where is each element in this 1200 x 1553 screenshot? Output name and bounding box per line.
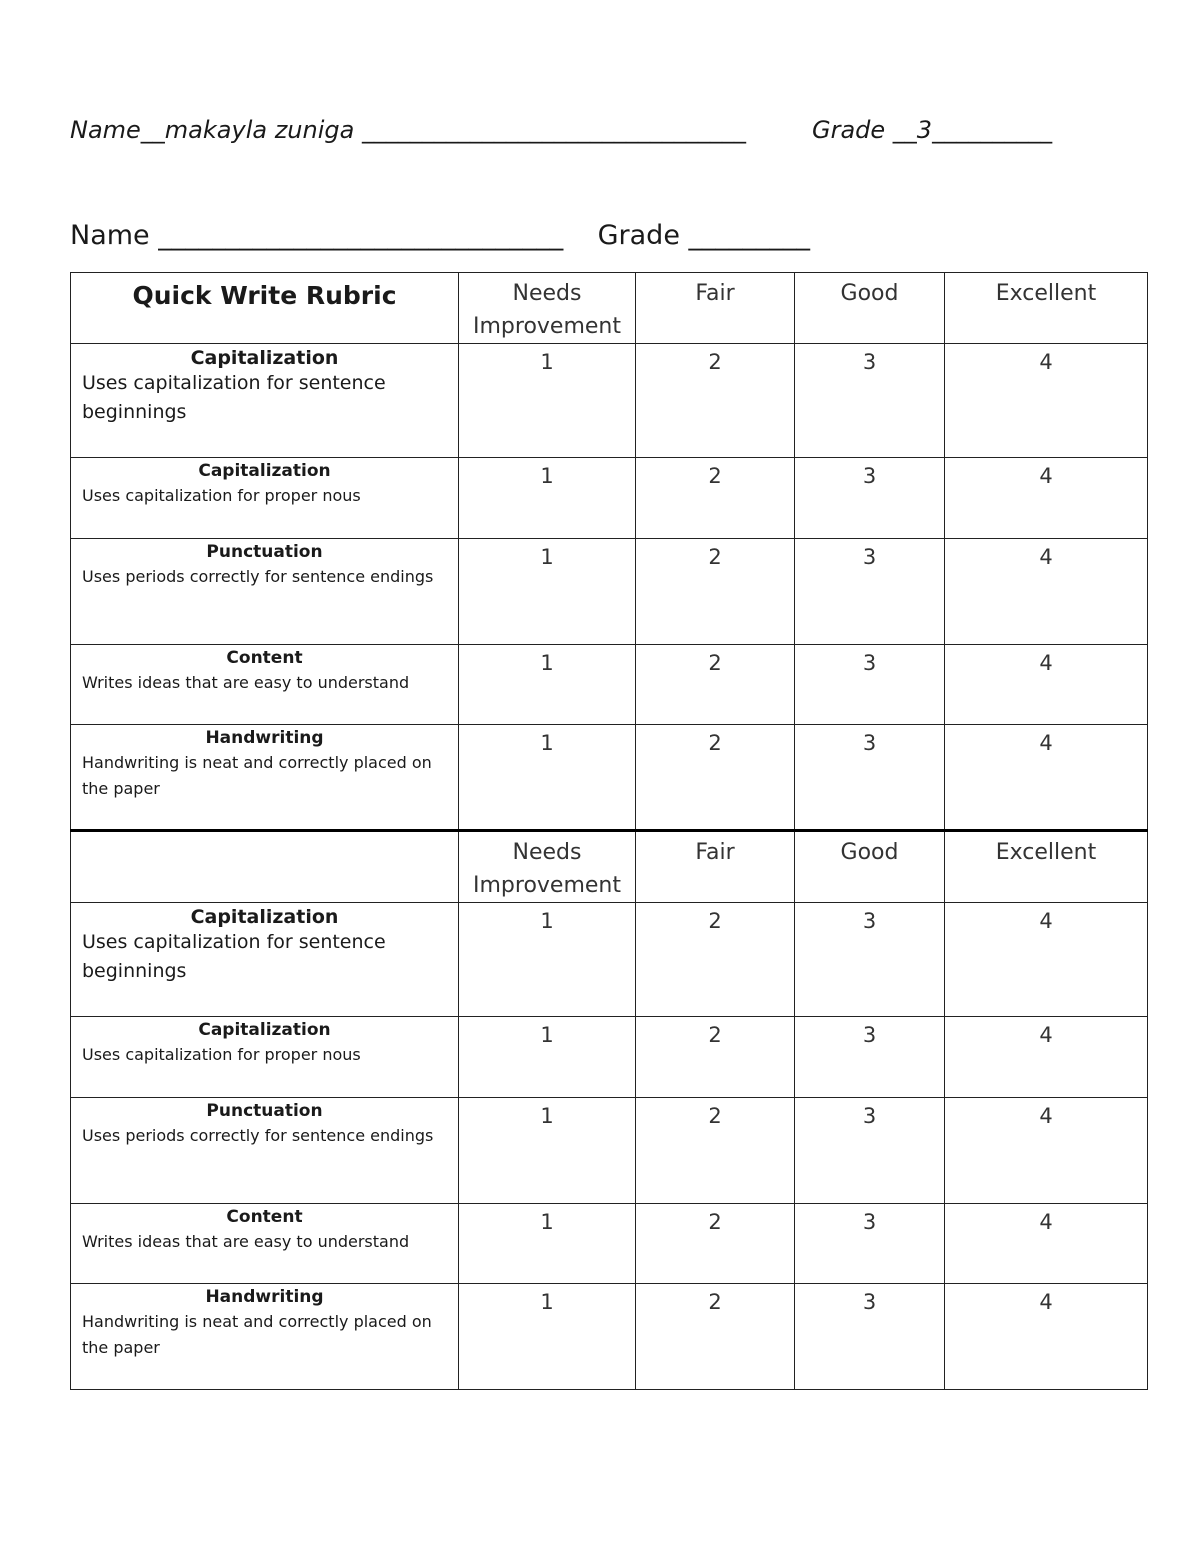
student-name-line — [70, 116, 1053, 144]
score-4[interactable]: 4 — [1039, 731, 1053, 755]
table-row — [71, 539, 1148, 645]
score-3[interactable]: 3 — [862, 464, 877, 488]
score-1[interactable]: 1 — [540, 1104, 554, 1128]
score-2[interactable]: 2 — [708, 731, 722, 755]
criterion-title: Capitalization — [198, 461, 331, 481]
col-needs-improvement: Needs Improvement — [473, 840, 621, 898]
criterion-title: Content — [226, 648, 303, 668]
score-2[interactable]: 2 — [708, 909, 722, 933]
table-row — [71, 1204, 1148, 1284]
score-3[interactable]: 3 — [862, 909, 877, 933]
rubric-table — [70, 272, 1148, 1390]
score-2[interactable]: 2 — [708, 350, 722, 374]
score-4[interactable]: 4 — [1039, 1104, 1053, 1128]
table-row — [71, 458, 1148, 539]
score-3[interactable]: 3 — [862, 1210, 877, 1234]
name-field-blank[interactable]: Name ______________________________ — [70, 220, 564, 251]
student-name-line-blank — [70, 220, 810, 251]
score-2[interactable]: 2 — [708, 1023, 722, 1047]
score-3[interactable]: 3 — [862, 1104, 877, 1128]
score-4[interactable]: 4 — [1039, 1023, 1053, 1047]
criterion-title: Handwriting — [205, 1287, 324, 1307]
score-1[interactable]: 1 — [540, 464, 554, 488]
score-4[interactable]: 4 — [1039, 651, 1053, 675]
score-2[interactable]: 2 — [708, 464, 722, 488]
table-row — [71, 903, 1148, 1017]
criterion-desc: Writes ideas that are easy to understand — [82, 1232, 410, 1251]
score-3[interactable]: 3 — [862, 350, 877, 374]
name-field-filled[interactable]: Name__makayla zuniga ________________________________ — [70, 116, 746, 144]
grade-field-filled[interactable]: Grade __3__________ — [812, 116, 1053, 144]
score-1[interactable]: 1 — [540, 1023, 554, 1047]
criterion-title: Capitalization — [190, 347, 339, 369]
score-3[interactable]: 3 — [862, 1290, 877, 1314]
score-1[interactable]: 1 — [540, 909, 554, 933]
score-2[interactable]: 2 — [708, 1104, 722, 1128]
score-2[interactable]: 2 — [708, 1210, 722, 1234]
score-4[interactable]: 4 — [1039, 909, 1053, 933]
criterion-desc: Uses periods correctly for sentence endings — [82, 567, 434, 586]
criterion-title: Content — [226, 1207, 303, 1227]
score-3[interactable]: 3 — [862, 545, 877, 569]
score-4[interactable]: 4 — [1039, 464, 1053, 488]
score-4[interactable]: 4 — [1039, 1290, 1053, 1314]
score-4[interactable]: 4 — [1039, 1210, 1053, 1234]
rubric-header-row-2 — [71, 831, 1148, 903]
col-excellent: Excellent — [995, 840, 1097, 865]
score-1[interactable]: 1 — [540, 731, 554, 755]
criterion-title: Punctuation — [206, 1101, 323, 1121]
criterion-title: Capitalization — [190, 906, 339, 928]
col-excellent: Excellent — [995, 281, 1097, 306]
criterion-desc: Uses capitalization for sentence beginnings — [82, 931, 386, 982]
score-3[interactable]: 3 — [862, 731, 877, 755]
score-2[interactable]: 2 — [708, 545, 722, 569]
criterion-desc: Uses capitalization for proper nous — [82, 486, 361, 505]
score-2[interactable]: 2 — [708, 1290, 722, 1314]
table-row — [71, 1284, 1148, 1390]
rubric-header-row — [71, 273, 1148, 344]
rubric-title-empty — [71, 832, 458, 840]
criterion-desc: Uses capitalization for sentence beginnings — [82, 372, 386, 423]
rubric-title: Quick Write Rubric — [132, 281, 397, 310]
criterion-title: Handwriting — [205, 728, 324, 748]
table-row — [71, 1017, 1148, 1098]
score-4[interactable]: 4 — [1039, 545, 1053, 569]
table-row — [71, 1098, 1148, 1204]
criterion-title: Punctuation — [206, 542, 323, 562]
grade-field-blank[interactable]: Grade _________ — [597, 220, 811, 251]
score-1[interactable]: 1 — [540, 651, 554, 675]
score-4[interactable]: 4 — [1039, 350, 1053, 374]
score-3[interactable]: 3 — [862, 651, 877, 675]
score-3[interactable]: 3 — [862, 1023, 877, 1047]
score-1[interactable]: 1 — [540, 1290, 554, 1314]
criterion-desc: Uses capitalization for proper nous — [82, 1045, 361, 1064]
criterion-title: Capitalization — [198, 1020, 331, 1040]
col-fair: Fair — [695, 281, 735, 306]
criterion-desc: Writes ideas that are easy to understand — [82, 673, 410, 692]
score-1[interactable]: 1 — [540, 350, 554, 374]
col-good: Good — [840, 840, 899, 865]
score-1[interactable]: 1 — [540, 1210, 554, 1234]
table-row — [71, 645, 1148, 725]
score-1[interactable]: 1 — [540, 545, 554, 569]
col-fair: Fair — [695, 840, 735, 865]
col-needs-improvement: Needs Improvement — [473, 281, 621, 339]
score-2[interactable]: 2 — [708, 651, 722, 675]
criterion-desc: Uses periods correctly for sentence endings — [82, 1126, 434, 1145]
table-row — [71, 725, 1148, 831]
table-row — [71, 344, 1148, 458]
criterion-desc: Handwriting is neat and correctly placed on the paper — [82, 753, 432, 798]
col-good: Good — [840, 281, 899, 306]
criterion-desc: Handwriting is neat and correctly placed on the paper — [82, 1312, 432, 1357]
